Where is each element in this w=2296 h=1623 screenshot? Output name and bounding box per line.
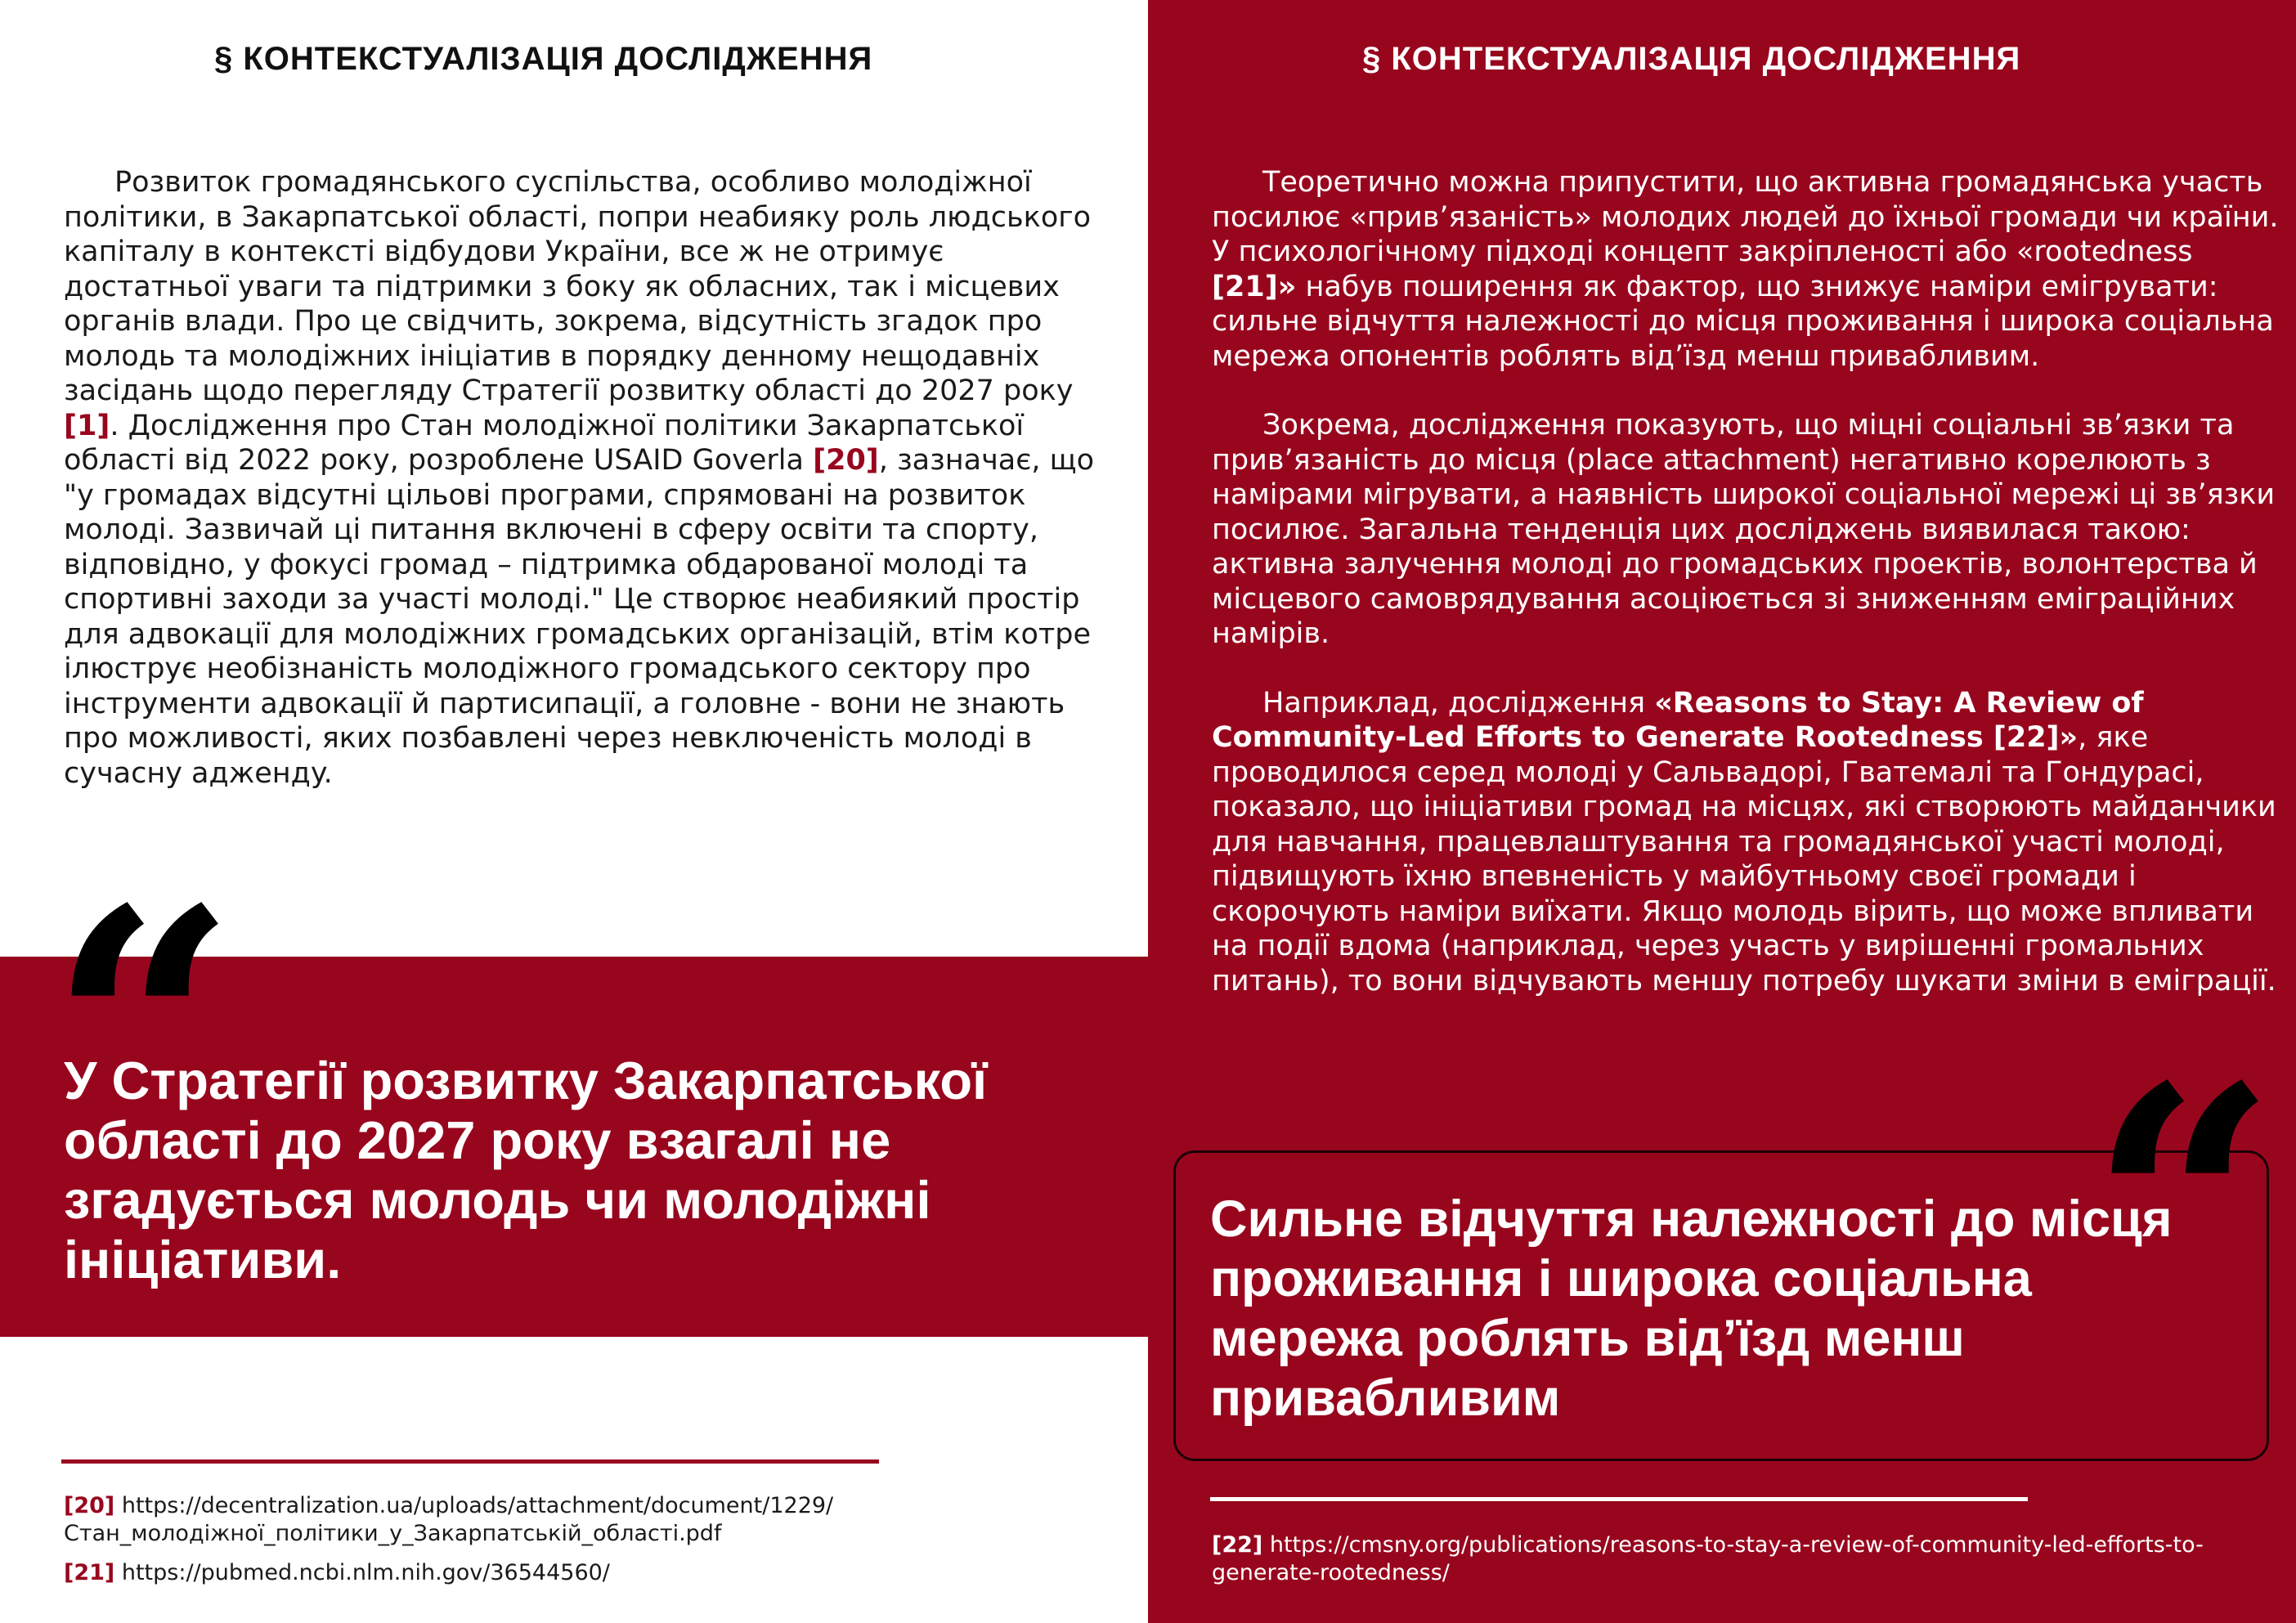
- right-body-text: [1212, 165, 2283, 1033]
- right-paragraph-3: [1212, 686, 2283, 999]
- right-p1-part-2: набув поширення як фактор, що знижує наміри емігрувати: сильне відчуття належності до місця проживання і широка соціальна мережа опонентів роблять від’їзд менш привабливим.: [1212, 270, 2274, 373]
- ref-1-link[interactable]: [1]: [64, 409, 110, 442]
- reasons-to-stay-reference[interactable]: «Reasons to Stay: A Review of Community-Led Efforts to Generate Rootedness [22]»: [1212, 686, 2144, 754]
- footnote-22: [1212, 1531, 2275, 1587]
- quote-mark-icon: “: [49, 838, 238, 1222]
- footnote-number: [21]: [64, 1560, 115, 1585]
- ref-21-link[interactable]: [21]»: [1212, 270, 1297, 303]
- left-text-part-2: . Дослідження про Стан молодіжної політики Закарпатської області від 2022 року, розроблене USAID Goverla: [64, 409, 1025, 477]
- right-footnote-divider: [1210, 1497, 2028, 1501]
- footnote-number: [20]: [64, 1493, 115, 1518]
- quote-mark-icon: “: [2089, 1015, 2278, 1400]
- right-paragraph-2: Зокрема, дослідження показують, що міцні соціальні зв’язки та прив’язаність до місця (place attachment) негативно корелюють з намірами мігрувати, а наявність широкої соціальної мережі ці зв’язки посилює. Загальна тенденція цих досліджень виявилася такою: активна залучення молоді до громадських проектів, волонтерства й місцевого самоврядування асоціюється зі зниженням еміграційних намірів.: [1212, 409, 2276, 650]
- left-footnotes: [64, 1492, 1127, 1598]
- footnote-21: [64, 1559, 1127, 1587]
- footnote-number: [22]: [1212, 1532, 1263, 1558]
- right-paragraph-1: [1212, 165, 2283, 374]
- left-paragraph: [64, 165, 1110, 791]
- right-page-heading: § КОНТЕКСТУАЛІЗАЦІЯ ДОСЛІДЖЕННЯ: [1362, 41, 2021, 77]
- footnote-url[interactable]: https://decentralization.ua/uploads/attachment/document/1229/ Стан_молодіжної_політики_у_Закарпатській_області.pdf: [64, 1493, 834, 1546]
- right-p1-part-1: Теоретично можна припустити, що активна громадянська участь посилює «прив’язаність» молодих людей до їхньої громади чи країни. У психологічному підході концепт закріпленості або «rootedness: [1212, 166, 2279, 268]
- left-text-part-3: , зазначає, що "у громадах відсутні цільові програми, спрямовані на розвиток молоді. Зазвичай ці питання включені в сферу освіти та спорту, відповідно, у фокусі громад – підтримка обдарованої молоді та спортивні заходи за участі молоді." Це створює неабиякий простір для адвокації для молодіжних громадських організацій, втім котре ілюструє необізнаність молодіжного громадського сектору про інструменти адвокації й партисипації, а головне - вони не знають про можливості, яких позбавлені через невключеність молоді в сучасну аджендy.: [64, 444, 1095, 790]
- left-pull-quote: У Стратегії розвитку Закарпатської області до 2027 року взагалі не згадується молодь чи молодіжні ініціативи.: [64, 1051, 988, 1289]
- right-p3-part-2: , яке проводилося серед молоді у Сальвадорі, Гватемалі та Гондурасі, показало, що ініціативи громад на місцях, які створюють майданчики для навчання, працевлаштування та громадянської участі молоді, підвищують їхню впевненість у майбутньому своєї громади і скорочують наміри виїхати. Якщо молодь вірить, що може впливати на події вдома (наприклад, через участь у вирішенні громальних питань), то вони відчувають меншу потребу шукати зміни в еміграції.: [1212, 721, 2276, 998]
- right-p3-part-1: Наприклад, дослідження: [1262, 686, 1655, 720]
- left-footnote-divider: [61, 1459, 879, 1464]
- left-text-part-1: Розвиток громадянського суспільства, особливо молодіжної політики, в Закарпатської області, попри неабияку роль людського капіталу в контексті відбудови України, все ж не отримує достатньої уваги та підтримки з боку як обласних, так і місцевих органів влади. Про це свідчить, зокрема, відсутність згадок про молодь та молодіжних ініціатив в порядку денному нещодавніх засідань щодо перегляду Стратегії розвитку області до 2027 року: [64, 166, 1092, 407]
- ref-20-link[interactable]: [20]: [813, 444, 879, 477]
- footnote-20: [64, 1492, 1127, 1548]
- right-pull-quote: Сильне відчуття належності до місця проживання і широка соціальна мережа роблять від’їзд менш привабливим: [1210, 1190, 2173, 1427]
- footnote-url[interactable]: https://pubmed.ncbi.nlm.nih.gov/36544560/: [121, 1560, 610, 1585]
- left-page-heading: § КОНТЕКСТУАЛІЗАЦІЯ ДОСЛІДЖЕННЯ: [214, 41, 873, 77]
- right-footnotes: [1212, 1531, 2275, 1587]
- left-body-text: [64, 165, 1110, 791]
- footnote-url[interactable]: https://cmsny.org/publications/reasons-to-stay-a-review-of-community-led-efforts-to-generate-rootedness/: [1212, 1532, 2204, 1585]
